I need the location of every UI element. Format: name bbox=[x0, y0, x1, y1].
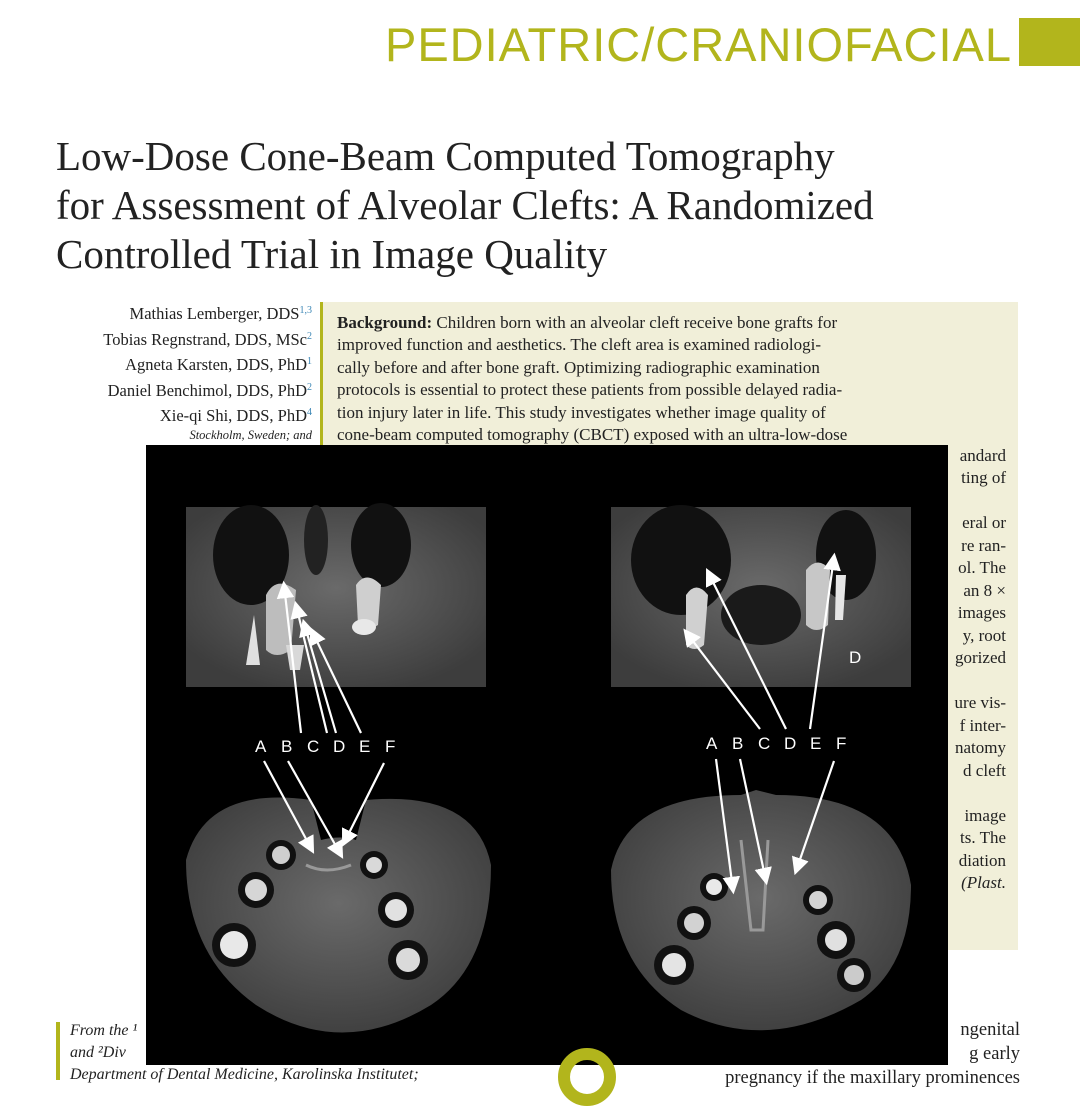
abstract-fragment: f inter- bbox=[959, 716, 1006, 735]
author-item bbox=[0, 377, 312, 403]
title-line: Low-Dose Cone-Beam Computed Tomography bbox=[56, 133, 835, 179]
author-name: Daniel Benchimol, DDS, PhD bbox=[107, 380, 307, 400]
figure-label: C bbox=[307, 737, 320, 756]
author-affiliation-ref: 1 bbox=[307, 356, 312, 367]
abstract-fragment: andard bbox=[959, 446, 1006, 465]
author-list bbox=[0, 300, 312, 428]
abstract-fragment: re ran- bbox=[961, 536, 1006, 555]
title-line: for Assessment of Alveolar Clefts: A Randomized bbox=[56, 182, 874, 228]
figure-label: A bbox=[706, 734, 718, 753]
body-line: pregnancy if the maxillary prominences bbox=[725, 1068, 1020, 1088]
right-coronal-slice bbox=[611, 505, 911, 687]
abstract-line: improved function and aesthetics. The cleft area is examined radiologi- bbox=[337, 335, 822, 355]
figure-label: F bbox=[836, 734, 847, 753]
abstract-line: tion injury later in life. This study investigates whether image quality of bbox=[337, 402, 826, 422]
figure-label: A bbox=[255, 737, 267, 756]
author-affiliation-ref: 4 bbox=[307, 407, 312, 418]
affiliation-footnote bbox=[70, 1020, 419, 1086]
abstract-line: protocols is essential to protect these patients from possible delayed radia- bbox=[337, 380, 843, 400]
abstract-fragment: d cleft bbox=[963, 761, 1006, 780]
abstract-fragment: eral or bbox=[962, 513, 1006, 532]
article-title bbox=[56, 132, 1046, 279]
author-item bbox=[0, 402, 312, 428]
abstract-line bbox=[337, 312, 1007, 334]
section-label: PEDIATRIC/CRANIOFACIAL bbox=[384, 18, 1012, 71]
footnote-accent-bar bbox=[56, 1022, 60, 1080]
panel-marker: D bbox=[849, 648, 862, 667]
abstract-fragment: ting of bbox=[961, 468, 1006, 487]
author-name: Tobias Regnstrand, DDS, MSc bbox=[103, 329, 307, 349]
abstract-fragment: (Plast. bbox=[961, 873, 1006, 892]
cbct-figure-graphic bbox=[146, 445, 948, 1065]
author-name: Agneta Karsten, DDS, PhD bbox=[125, 355, 307, 374]
abstract-line: cone-beam computed tomography (CBCT) exposed with an ultra-low-dose bbox=[337, 424, 848, 444]
figure-label: E bbox=[810, 734, 822, 753]
affiliation-snippet: Stockholm, Sweden; and bbox=[189, 428, 312, 442]
cbct-figure bbox=[146, 445, 948, 1065]
abstract-fragment: image bbox=[964, 806, 1006, 825]
figure-label: E bbox=[359, 737, 371, 756]
figure-label: B bbox=[281, 737, 293, 756]
left-coronal-slice bbox=[186, 503, 486, 687]
abstract-line-text: Children born with an alveolar cleft receive bone grafts for bbox=[436, 313, 838, 332]
title-line: Controlled Trial in Image Quality bbox=[56, 231, 608, 277]
figure-label: C bbox=[758, 734, 771, 753]
abstract-fragment: y, root bbox=[962, 626, 1006, 645]
abstract-fragment: diation bbox=[958, 851, 1006, 870]
author-affiliation-ref: 2 bbox=[307, 381, 312, 393]
drop-cap-ornament bbox=[558, 1048, 616, 1106]
figure-label: D bbox=[784, 734, 797, 753]
author-name: Xie-qi Shi, DDS, PhD bbox=[159, 406, 307, 425]
abstract-fragment: images bbox=[957, 603, 1006, 622]
footnote-line: From the ¹ bbox=[70, 1022, 138, 1039]
abstract-fragment: ure vis- bbox=[954, 693, 1006, 712]
author-item bbox=[0, 351, 312, 377]
abstract-heading: Background: bbox=[337, 313, 433, 332]
abstract-fragment: natomy bbox=[955, 738, 1006, 757]
right-label-row bbox=[706, 734, 846, 753]
figure-label: D bbox=[333, 737, 346, 756]
abstract-line: cally before and after bone graft. Optimizing radiographic examination bbox=[337, 357, 820, 377]
body-line: ngenital bbox=[960, 1020, 1020, 1040]
section-color-block bbox=[1019, 18, 1080, 66]
footnote-line: and ²Div bbox=[70, 1044, 126, 1061]
abstract-text bbox=[337, 312, 1007, 446]
body-text bbox=[622, 1018, 1020, 1090]
author-item bbox=[0, 300, 312, 326]
abstract-fragment: an 8 × bbox=[963, 581, 1006, 600]
abstract-fragment: gorized bbox=[955, 648, 1006, 667]
abstract-fragment: ts. The bbox=[960, 828, 1006, 847]
footnote-line: Department of Dental Medicine, Karolinska Institutet; bbox=[70, 1066, 419, 1083]
author-name: Mathias Lemberger, DDS bbox=[129, 304, 300, 323]
figure-label: F bbox=[385, 737, 396, 756]
body-line: g early bbox=[969, 1044, 1020, 1064]
author-affiliation-ref: 2 bbox=[307, 330, 312, 342]
figure-label: B bbox=[732, 734, 744, 753]
author-affiliation-ref: 1,3 bbox=[299, 305, 312, 316]
left-axial-slice bbox=[186, 798, 491, 1033]
abstract-fragment: ol. The bbox=[958, 558, 1006, 577]
right-axial-slice bbox=[611, 790, 911, 1030]
left-label-row bbox=[255, 737, 395, 756]
author-item bbox=[0, 326, 312, 352]
